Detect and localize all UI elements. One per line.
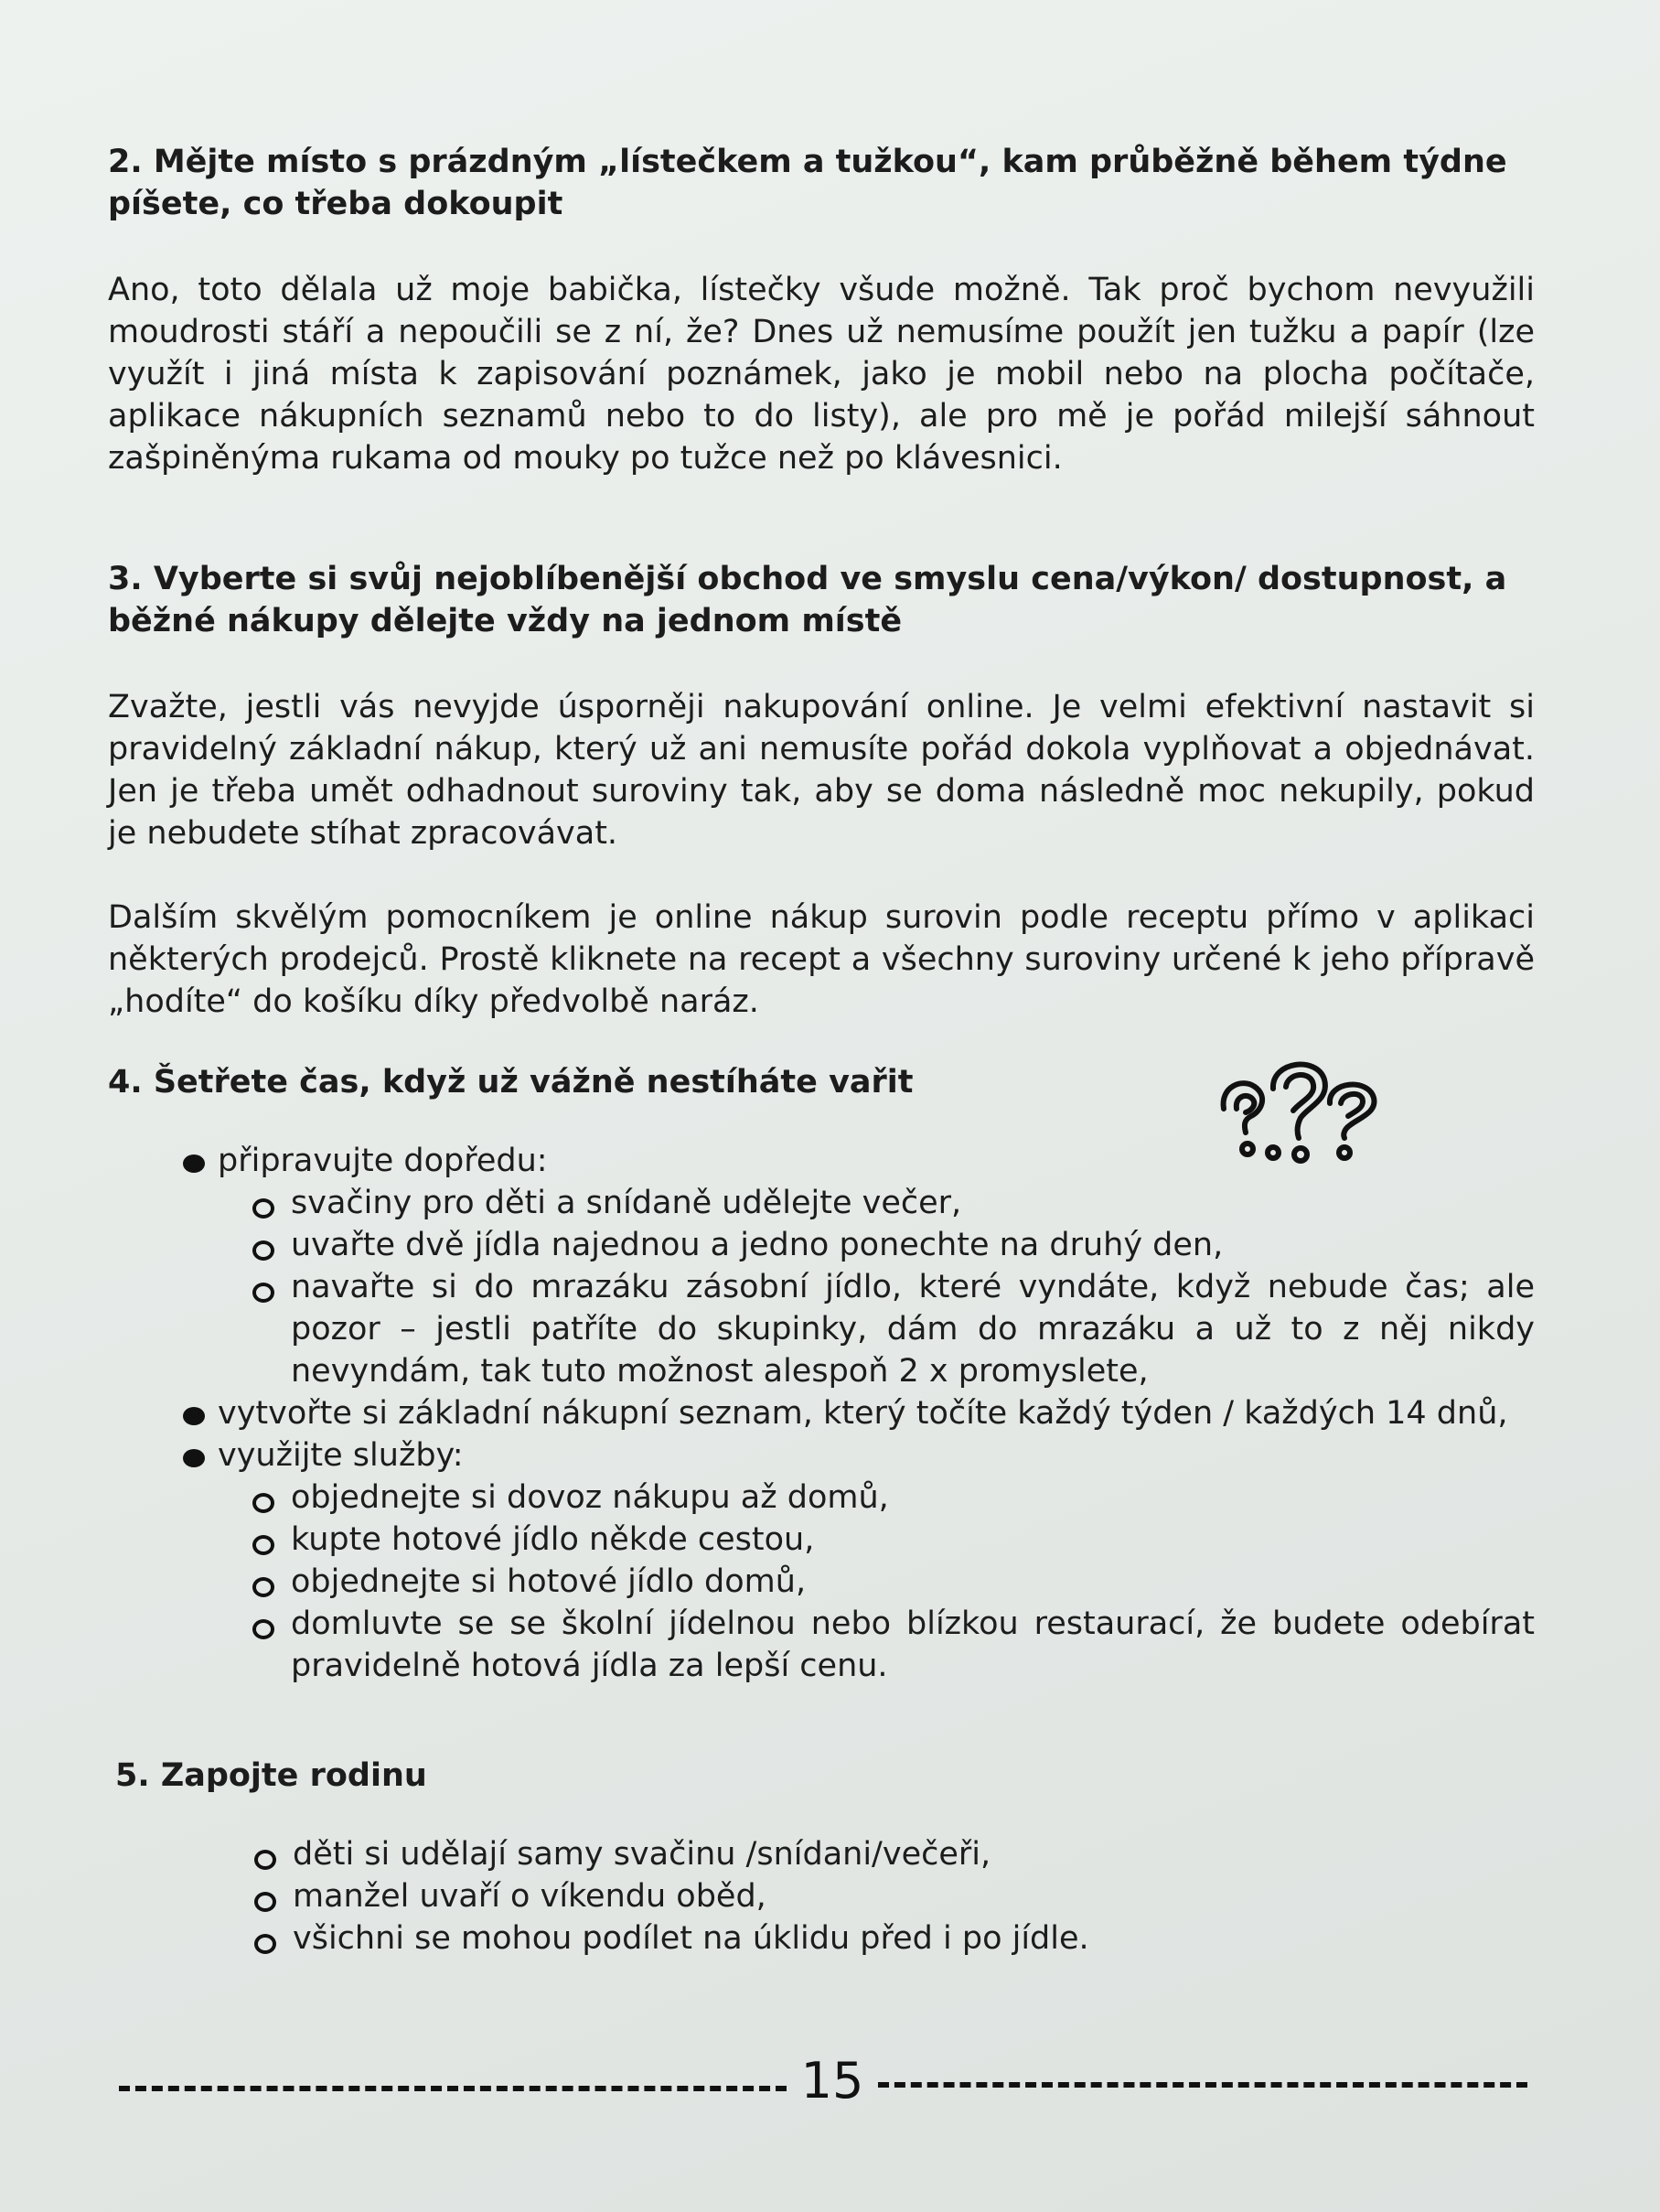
list-item <box>183 1392 1535 1434</box>
list-item <box>183 1434 1535 1687</box>
sub-list-item <box>252 1476 1535 1519</box>
section-2-heading: 2. Mějte místo s prázdným „lístečkem a tužkou“, kam průběžně během týdne píšete, co třeba dokoupit <box>108 144 1507 222</box>
sub-list-item <box>252 1182 1535 1224</box>
sub-list-item <box>252 1266 1535 1392</box>
sub-list-item <box>254 1917 1535 1960</box>
sub-list-item-text: všichni se mohou podílet na úklidu před i po jídle. <box>293 1920 1089 1957</box>
footer-dashed-line <box>119 2086 787 2091</box>
footer-dashed-line <box>878 2082 1527 2088</box>
sub-list-item-text: manžel uvaří o víkendu oběd, <box>293 1878 766 1915</box>
bullet-icon <box>183 1154 205 1173</box>
bullet-icon <box>183 1449 205 1467</box>
section-2-paragraph: Ano, toto dělala už moje babička, lístečky všude možně. Tak proč bychom nevyužili moudrosti stáří a nepoučili se z ní, že? Dnes už nemusíme použít jen tužku a papír (lze využít i jiná místa k zapisování poznámek, jako je mobil nebo na plocha počítače, aplikace nákupních seznamů nebo to do listy), ale pro mě je pořád milejší sáhnout zašpiněnýma rukama od mouky po tužce než po klávesnici. <box>108 272 1535 477</box>
sub-list-item <box>252 1519 1535 1561</box>
list-item-text: připravujte dopředu: <box>218 1143 548 1179</box>
circle-bullet-icon <box>252 1198 274 1219</box>
list-item-text: vytvořte si základní nákupní seznam, který točíte každý týden / každých 14 dnů, <box>218 1395 1508 1432</box>
sub-list-item-text: kupte hotové jídlo někde cestou, <box>291 1521 815 1558</box>
section-4-heading: 4. Šetřete čas, když už vážně nestíháte vařit <box>108 1064 914 1101</box>
circle-bullet-icon <box>254 1892 276 1912</box>
section-5-heading: 5. Zapojte rodinu <box>115 1757 427 1794</box>
circle-bullet-icon <box>252 1283 274 1303</box>
circle-bullet-icon <box>254 1850 276 1870</box>
section-3-paragraph-2: Dalším skvělým pomocníkem je online nákup surovin podle receptu přímo v aplikaci některých prodejců. Prostě kliknete na recept a všechny suroviny určené k jeho přípravě „hodíte“ do košíku díky předvolbě naráz. <box>108 899 1535 1020</box>
page-content <box>108 137 1535 1960</box>
sub-list-item-text: navařte si do mrazáku zásobní jídlo, které vyndáte, když nebude čas; ale pozor – jestli patříte do skupinky, dám do mrazáku a už to z něj nikdy nevyndám, tak tuto možnost alespoň 2 x promyslete, <box>291 1269 1535 1390</box>
circle-bullet-icon <box>252 1493 274 1513</box>
list-item-text: využijte služby: <box>218 1437 464 1474</box>
sub-list-item <box>252 1224 1535 1266</box>
section-4-list <box>183 1140 1535 1687</box>
sub-list <box>252 1182 1535 1392</box>
sub-list-item <box>252 1603 1535 1687</box>
list-item <box>183 1140 1535 1392</box>
sub-list-item-text: děti si udělají samy svačinu /snídani/večeři, <box>293 1836 991 1873</box>
section-5-list <box>254 1833 1535 1960</box>
circle-bullet-icon <box>252 1240 274 1261</box>
question-marks-icon <box>1216 1052 1390 1171</box>
page-footer <box>119 2049 1546 2122</box>
page-number: 15 <box>800 2052 864 2110</box>
sub-list-item-text: svačiny pro děti a snídaně udělejte večer, <box>291 1185 962 1221</box>
circle-bullet-icon <box>254 1934 276 1954</box>
bullet-icon <box>183 1407 205 1425</box>
sub-list-item <box>254 1875 1535 1917</box>
circle-bullet-icon <box>252 1577 274 1597</box>
sub-list-item <box>254 1833 1535 1875</box>
section-3-paragraph-1: Zvažte, jestli vás nevyjde úsporněji nakupování online. Je velmi efektivní nastavit si pravidelný základní nákup, který už ani nemusíte pořád dokola vyplňovat a objednávat. Jen je třeba umět odhadnout suroviny tak, aby se doma následně moc nekupily, pokud je nebudete stíhat zpracovávat. <box>108 689 1535 852</box>
sub-list <box>252 1476 1535 1687</box>
sub-list-item-text: domluvte se se školní jídelnou nebo blízkou restaurací, že budete odebírat pravidelně hotová jídla za lepší cenu. <box>291 1605 1535 1684</box>
circle-bullet-icon <box>252 1535 274 1555</box>
circle-bullet-icon <box>252 1619 274 1639</box>
section-3-heading: 3. Vyberte si svůj nejoblíbenější obchod ve smyslu cena/výkon/ dostupnost, a běžné nákupy dělejte vždy na jednom místě <box>108 561 1507 639</box>
sub-list-item <box>252 1561 1535 1603</box>
sub-list-item-text: objednejte si hotové jídlo domů, <box>291 1563 807 1600</box>
sub-list-item-text: objednejte si dovoz nákupu až domů, <box>291 1479 889 1516</box>
sub-list-item-text: uvařte dvě jídla najednou a jedno ponechte na druhý den, <box>291 1227 1224 1263</box>
